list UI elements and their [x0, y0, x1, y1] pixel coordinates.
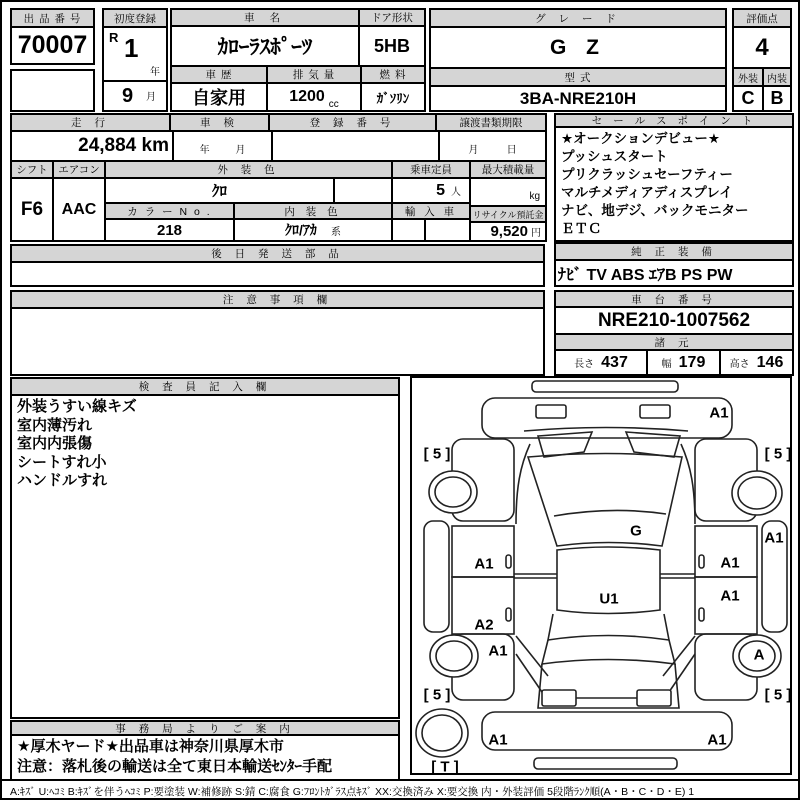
first-reg-year-cell	[104, 28, 166, 82]
shift-value: F6	[12, 179, 54, 240]
color-change-empty	[335, 179, 391, 202]
chassis-block	[554, 290, 794, 376]
recycle-label: リサイクル預託金	[471, 207, 545, 223]
damage-marker: A	[753, 646, 765, 664]
office-info-list	[12, 736, 398, 779]
sales-point-line: ナビ、地デジ、バックモニター	[561, 203, 749, 218]
auction-no-label: 出 品 番 号	[12, 10, 93, 28]
reg-no-label: 登 録 番 号	[270, 115, 437, 130]
int-color-label: 内 装 色	[235, 204, 391, 218]
sales-points-label: セ ー ル ス ポ イ ン ト	[556, 115, 792, 128]
color-no-label: カ ラ ー N o .	[106, 204, 235, 218]
spec-height-value: 146	[756, 353, 784, 371]
ext-color-label: 外 装 色	[106, 162, 393, 177]
damage-marker: [ T ]	[431, 758, 459, 776]
inspector-note-line: ハンドルすれ	[17, 472, 108, 489]
inspection-month-unit: 月	[235, 145, 246, 156]
first-reg-label: 初度登録	[104, 10, 166, 28]
footer-divider	[2, 779, 798, 781]
score-block	[732, 8, 792, 112]
damage-marker: [ 5 ]	[423, 686, 451, 704]
inspector-note-line: シートすれ小	[17, 453, 107, 471]
month-unit: 月	[146, 92, 156, 103]
specs-label: 諸 元	[556, 335, 792, 351]
fuel-value: ｶﾞｿﾘﾝ	[376, 90, 410, 106]
damage-marker: A2	[474, 616, 494, 634]
equipment-block	[554, 242, 794, 287]
capacity-unit: 人	[451, 187, 461, 198]
displacement-unit: cc	[328, 99, 339, 111]
chassis-label: 車 台 番 号	[556, 292, 792, 308]
inspector-note-line: 外装うすい線キズ	[17, 398, 137, 415]
notes-label: 注 意 事 項 欄	[12, 292, 543, 309]
later-parts-block	[10, 244, 545, 287]
damage-marker: A1	[488, 642, 508, 660]
mileage-value: 24,884 km	[78, 135, 169, 156]
notes-empty	[12, 309, 543, 374]
recycle-value: 9,520	[490, 223, 528, 240]
spec-width-cell	[648, 351, 721, 374]
displacement-label: 排 気 量	[268, 67, 362, 82]
inspector-notes-label: 検 査 員 記 入 欄	[12, 379, 398, 396]
grade-value: G Z	[431, 28, 725, 69]
reg-no-empty	[273, 132, 440, 160]
notes-block	[10, 290, 545, 376]
later-parts-label: 後 日 発 送 部 品	[12, 246, 543, 263]
office-info-line: ★厚木ヤード★出品車は神奈川県厚木市	[17, 738, 284, 755]
damage-marker: U1	[599, 590, 619, 608]
sales-point-line: プリクラッシュセーフティー	[561, 167, 733, 182]
exterior-grade-value: C	[734, 87, 764, 110]
year-unit: 年	[150, 67, 160, 78]
inspector-notes-block	[10, 377, 400, 719]
spec-width-value: 179	[678, 353, 706, 371]
import-label: 輸 入 車	[393, 204, 469, 220]
sales-point-line: マルチメディアディスプレイ	[561, 185, 733, 200]
max-load-label: 最大積載量	[471, 162, 545, 177]
first-reg-month-cell	[104, 82, 166, 110]
chassis-value: NRE210-1007562	[556, 308, 792, 335]
sales-points-block	[554, 113, 794, 242]
int-color-value: ｸﾛ/ｱｶ	[285, 222, 317, 238]
inspector-notes-list	[12, 396, 398, 717]
office-info-block	[10, 720, 400, 781]
ac-value: AAC	[54, 179, 106, 240]
color-no-value: 218	[106, 220, 235, 240]
spec-height-label: 高さ	[729, 359, 750, 370]
damage-marker: A1	[720, 554, 740, 572]
equipment-label: 純 正 装 備	[556, 244, 792, 261]
damage-marker: A1	[720, 587, 740, 605]
ext-color-value: ｸﾛ	[106, 179, 335, 202]
fuel-label: 燃 料	[362, 67, 424, 82]
max-load-unit: kg	[529, 191, 540, 202]
shift-label: シフト	[12, 162, 54, 177]
auction-no-value: 70007	[17, 31, 88, 59]
interior-grade-value: B	[770, 88, 784, 108]
era-code: R	[109, 30, 119, 45]
mileage-section	[10, 113, 547, 242]
ac-label: エアコン	[54, 162, 106, 177]
inspector-note-line: 室内内張傷	[17, 435, 93, 452]
inspection-year-unit: 年	[199, 145, 210, 156]
door-value: 5HB	[373, 35, 410, 56]
model-label: 型 式	[431, 69, 725, 87]
office-info-line: 注意：落札後の輸送は全て東日本輸送ｾﾝﾀｰ手配	[17, 758, 333, 775]
capacity-label: 乗車定員	[393, 162, 471, 177]
damage-marker: A1	[488, 731, 508, 749]
damage-marker: [ 5 ]	[764, 445, 792, 463]
inspector-note-line: 室内薄汚れ	[17, 416, 93, 434]
office-info-label: 事 務 局 よ り ご 案 内	[12, 722, 398, 736]
legend-text: A:ｷｽﾞ U:ﾍｺﾐ B:ｷｽﾞを伴うﾍｺﾐ P:要塗装 W:補修跡 S:錆 C:腐食 G:ﾌﾛﾝﾄｶﾞﾗｽ点ｷｽﾞ XX:交換済み X:要交換 内・外装評価 5段階ﾗﾝｸ順(A・B・C・D・E) 1	[10, 786, 695, 798]
spec-length-value: 437	[601, 353, 628, 371]
spec-width-label: 幅	[661, 359, 672, 370]
damage-marker: A1	[709, 404, 729, 422]
car-name-label: 車 名	[172, 10, 360, 25]
damage-marker: [ 5 ]	[423, 445, 451, 463]
auction-no-empty-box	[10, 69, 95, 112]
equipment-value: ﾅﾋﾞ TV ABS ｴｱB PS PW	[558, 266, 733, 284]
transfer-month-unit: 月	[468, 145, 479, 156]
int-color-cell	[235, 220, 391, 240]
grade-label: グ レ ー ド	[431, 10, 725, 28]
import-cell-1	[393, 220, 426, 240]
damage-marker: A1	[764, 529, 784, 547]
spec-length-cell	[556, 351, 648, 374]
int-color-suffix: 系	[330, 226, 341, 238]
recycle-unit: 円	[531, 228, 541, 239]
displacement-cell	[268, 84, 362, 110]
sales-point-line: プッシュスタート	[561, 149, 668, 164]
damage-marker: [ 5 ]	[764, 686, 792, 704]
import-cell-2	[426, 220, 469, 240]
first-reg-year: 1	[124, 33, 139, 63]
score-label: 評価点	[734, 10, 790, 28]
sales-point-line: ＥＴＣ	[561, 221, 602, 236]
damage-marker: G	[630, 522, 642, 540]
damage-marker: A1	[474, 555, 494, 573]
exterior-grade-label: 外装	[734, 69, 764, 85]
sales-points-list	[556, 128, 792, 240]
transfer-deadline-label: 譲渡書類期限	[437, 115, 545, 130]
car-name-value: ｶﾛｰﾗｽﾎﾟｰﾂ	[172, 27, 360, 64]
score-value: 4	[734, 28, 790, 69]
history-label: 車 歴	[172, 67, 268, 82]
sales-point-line: ★オークションデビュー★	[561, 131, 720, 146]
transfer-day-unit: 日	[506, 145, 517, 156]
first-reg-month: 9	[122, 85, 134, 107]
damage-marker: A1	[707, 731, 727, 749]
spec-height-cell	[721, 351, 792, 374]
first-registration-block	[102, 8, 168, 112]
interior-grade-label: 内装	[764, 69, 790, 85]
mileage-label: 走 行	[12, 115, 171, 130]
damage-diagram	[410, 376, 792, 775]
door-label: ドア形状	[360, 10, 424, 25]
spec-length-label: 長さ	[574, 359, 595, 370]
grade-block	[429, 8, 727, 112]
damage-markers-layer	[412, 378, 792, 776]
car-name-block	[170, 8, 426, 112]
auction-no-block	[10, 8, 95, 65]
capacity-value: 5	[436, 181, 445, 199]
inspection-label: 車 検	[171, 115, 270, 130]
later-parts-empty	[12, 263, 543, 285]
model-value: 3BA-NRE210H	[519, 88, 637, 108]
history-value: 自家用	[172, 84, 268, 110]
displacement-value: 1200	[289, 88, 325, 106]
